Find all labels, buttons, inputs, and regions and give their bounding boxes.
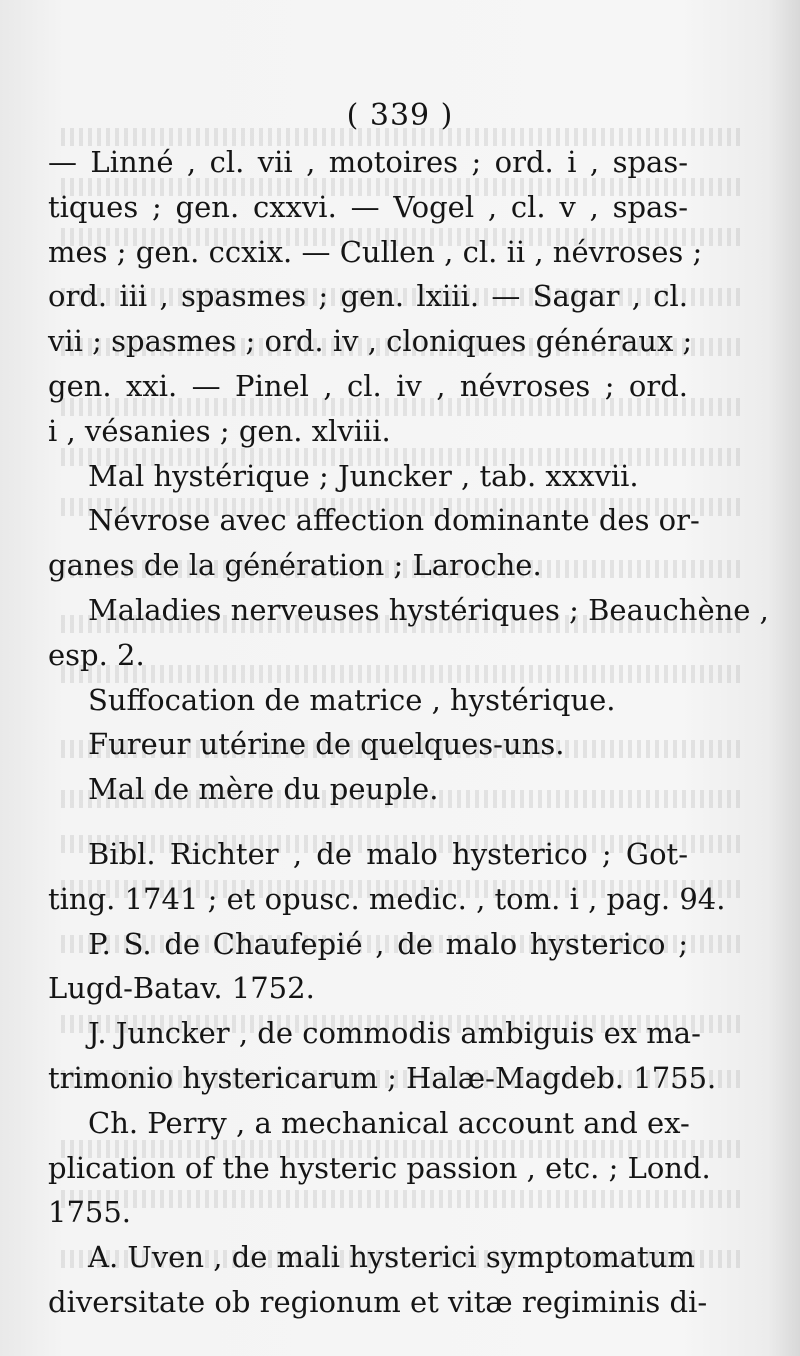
text-line: — Linné , cl. vii , motoires ; ord. i , spas-: [48, 145, 688, 179]
text-line: mes ; gen. ccxix. — Cullen , cl. ii , névroses ;: [48, 234, 703, 269]
synonym-line: ganes de la génération ; Laroche.: [48, 548, 542, 583]
bibliography-line: ting. 1741 ; et opusc. medic. , tom. i , pag. 94.: [48, 881, 726, 916]
synonym-line: Mal hystérique ; Juncker , tab. xxxvii.: [88, 458, 639, 493]
synonym-line: esp. 2.: [48, 637, 145, 672]
bibliography-line: P. S. de Chaufepié , de malo hysterico ;: [88, 926, 688, 961]
page-text: [48, 140, 769, 1325]
bibliography-line: J. Juncker , de commodis ambiguis ex ma-: [88, 1016, 701, 1051]
text-line: vii ; spasmes ; ord. iv , cloniques généraux ;: [48, 324, 693, 359]
synonym-line: Suffocation de matrice , hystérique.: [88, 682, 616, 717]
bibliography-line: Ch. Perry , a mechanical account and ex-: [88, 1105, 690, 1140]
text-line: ord. iii , spasmes ; gen. lxiii. — Sagar , cl.: [48, 279, 688, 314]
section-gap: [48, 812, 688, 832]
text-line: tiques ; gen. cxxvi. — Vogel , cl. v , spas-: [48, 189, 688, 224]
bibliography-line: 1755.: [48, 1195, 132, 1230]
synonym-line: Mal de mère du peuple.: [88, 772, 439, 807]
synonym-line: Fureur utérine de quelques-uns.: [88, 727, 565, 762]
bibliography-line: A. Uven , de mali hysterici symptomatum: [88, 1240, 695, 1275]
bibliography-line: trimonio hystericarum ; Halæ-Magdeb. 1755.: [48, 1060, 717, 1095]
page-number: ( 339 ): [346, 98, 454, 133]
synonym-line: Maladies nerveuses hystériques ; Beauchène ,: [88, 592, 769, 627]
bibliography-line: Lugd-Batav. 1752.: [48, 971, 315, 1006]
bibliography-line: plication of the hysteric passion , etc. ; Lond.: [48, 1150, 711, 1185]
synonym-line: Névrose avec affection dominante des or-: [88, 503, 700, 538]
text-line: gen. xxi. — Pinel , cl. iv , névroses ; ord.: [48, 368, 688, 403]
bibliography-line: diversitate ob regionum et vitæ regiminis di-: [48, 1284, 708, 1319]
bibliography-line: Bibl. Richter , de malo hysterico ; Got-: [88, 836, 688, 871]
text-line: i , vésanies ; gen. xlviii.: [48, 413, 391, 448]
